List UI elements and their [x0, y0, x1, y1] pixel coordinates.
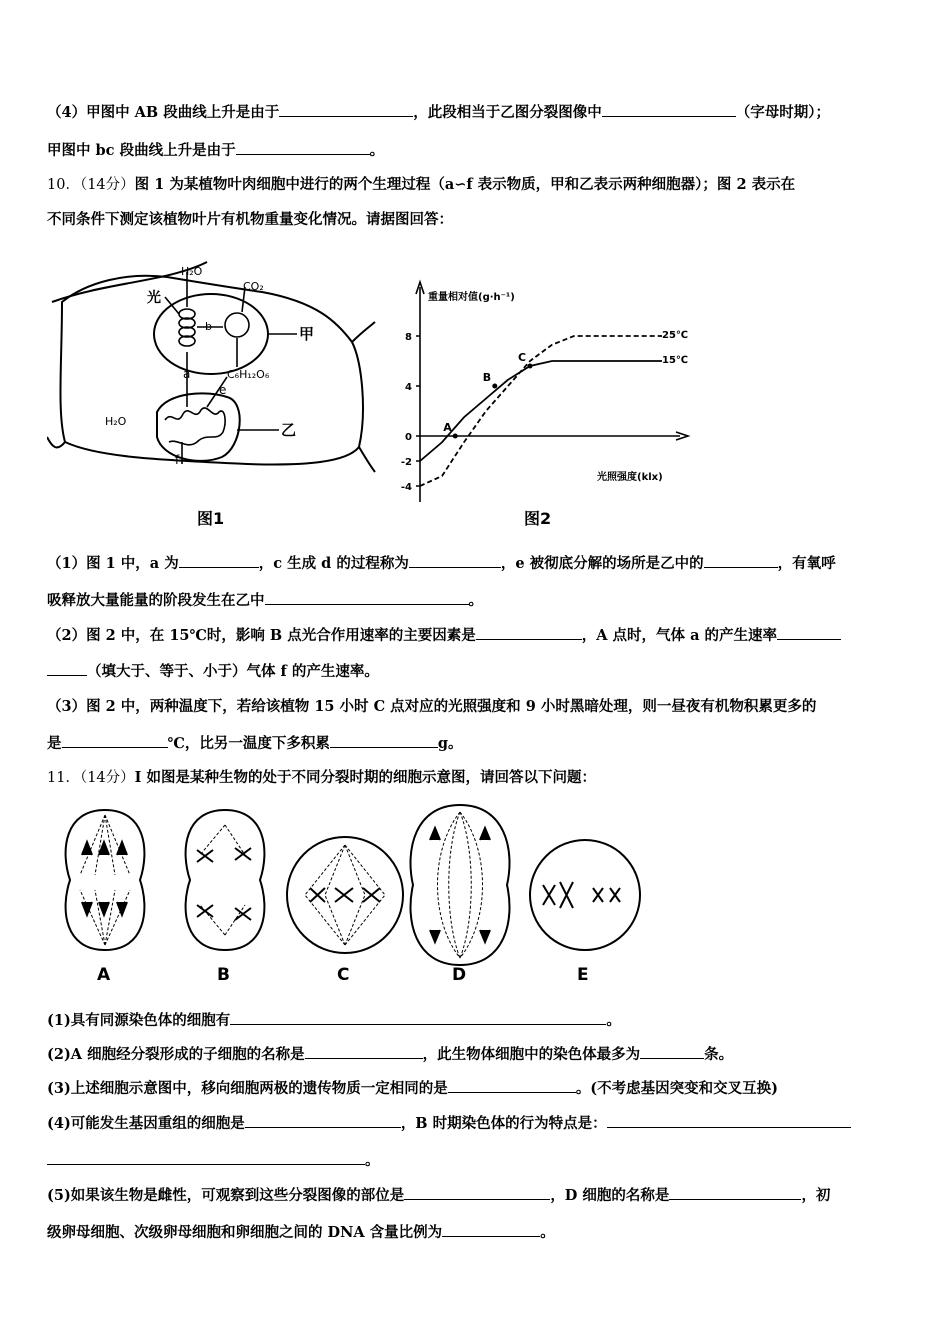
cell-b-outline	[186, 810, 265, 950]
q10-part3-line1	[47, 697, 816, 717]
q11-blank-9[interactable]	[442, 1222, 540, 1237]
q9-p4-text-e: 。	[369, 142, 385, 159]
q10-part2-line2	[47, 661, 379, 682]
q11-s5-text-a: (5)如果该生物是雌性，可观察到这些分裂图像的部位是	[47, 1187, 405, 1204]
q10-p1-text-a: （1）图 1 中，a 为	[47, 555, 179, 572]
cell-d-spindle	[438, 812, 483, 958]
q11-s3-text-a: (3)上述细胞示意图中，移向细胞两极的遗传物质一定相同的是	[47, 1080, 448, 1097]
q11-s5-text-d: 级卵母细胞、次级卵母细胞和卵细胞之间的 DNA 含量比例为	[47, 1224, 443, 1241]
cell-a-chromosomes-bottom	[82, 902, 127, 915]
q11-s4-text-c: 。	[365, 1152, 380, 1169]
q11-s5-text-c: ，初	[801, 1187, 831, 1204]
cell-label-a: A	[97, 965, 111, 985]
q11-blank-6a[interactable]	[607, 1113, 851, 1128]
fig2-xlabel: 光照强度(klx)	[597, 472, 663, 483]
q9-p4-text-d: 甲图中 bc 段曲线上升是由于	[47, 142, 236, 159]
fig2-point-a	[453, 434, 458, 439]
q10-part1-line1	[47, 553, 836, 574]
q9-p4-text-a: （4）甲图中 AB 段曲线上升是由于	[47, 104, 280, 121]
fig1-label-b: b	[205, 320, 212, 333]
cell-a-spindle	[80, 815, 130, 945]
q10-part2-line1	[47, 625, 841, 646]
cell-b-chromosomes-bottom	[197, 905, 251, 920]
q10-p3-text-a: （3）图 2 中，两种温度下，若给该植物 15 小时 C 点对应的光照强度和 9 小时黑暗处理，则一昼夜有机物积累更多的	[47, 698, 817, 715]
q10-p2-text-c: （填大于、等于、小于）气体 f 的产生速率。	[87, 663, 379, 680]
fig1-caption: 图1	[197, 509, 225, 528]
fig2-ytick-label: -4	[400, 482, 412, 493]
q11-s4-line2	[47, 1150, 380, 1171]
q10-figure-2	[390, 242, 710, 532]
fig1-calvin-cycle	[225, 313, 249, 337]
q11-s3-text-b: 。(不考虑基因突变和交叉互换)	[575, 1080, 779, 1097]
q11-s4-text-a: (4)可能发生基因重组的细胞是	[47, 1115, 245, 1132]
q10-figure-1	[47, 242, 377, 532]
q11-blank-4[interactable]	[448, 1078, 576, 1093]
q10-blank-rate-b[interactable]	[47, 661, 87, 676]
q11-blank-7[interactable]	[404, 1185, 550, 1200]
cell-b-chromosomes-top	[197, 848, 251, 862]
q11-s2-text-c: 条。	[704, 1046, 734, 1063]
q10-p3-text-b: 是	[47, 735, 62, 752]
fig2-caption: 图2	[524, 509, 552, 528]
q9-p4-text-b: ，此段相当于乙图分裂图像中	[413, 104, 602, 121]
q11-blank-8[interactable]	[669, 1185, 801, 1200]
fig1-label-e: e	[219, 383, 227, 397]
cell-label-c: C	[337, 965, 350, 985]
q10-blank-e[interactable]	[704, 553, 778, 568]
q10-p2-text-b: ，A 点时，气体 a 的产生速率	[581, 627, 778, 644]
q11-intro: I 如图是某种生物的处于不同分裂时期的细胞示意图，请回答以下问题：	[134, 769, 596, 786]
q10-intro-line2	[47, 210, 453, 230]
fig2-series-15c	[420, 361, 662, 461]
cell-a-chromosomes-top	[82, 842, 127, 855]
q10-p1-text-f: 。	[468, 592, 483, 609]
fig1-arrow-light	[165, 297, 179, 314]
fig1-cell-wall-right	[352, 322, 375, 342]
q10-p1-text-e: 吸释放大量能量的阶段发生在乙中	[47, 592, 265, 609]
fig1-label-light: 光	[147, 290, 161, 306]
q10-blank-a[interactable]	[179, 553, 259, 568]
q11-intro-line	[47, 768, 596, 788]
fig1-cell-wall-left	[47, 437, 65, 447]
fig2-point-label-a: A	[443, 421, 452, 434]
fig1-label-jia: 甲	[299, 325, 315, 343]
fig1-label-a: a	[183, 367, 191, 381]
q11-s3	[47, 1078, 778, 1099]
q10-blank-rate-a[interactable]	[777, 625, 841, 640]
q11-s1-text-a: (1)具有同源染色体的细胞有	[47, 1012, 231, 1029]
q11-blank-6b[interactable]	[47, 1150, 365, 1165]
q10-p1-text-c: ，e 被彻底分解的场所是乙中的	[500, 555, 704, 572]
q11-s2-text-b: ，此生物体细胞中的染色体最多为	[422, 1046, 641, 1063]
q10-part1-line2	[47, 590, 483, 611]
q11-s1	[47, 1010, 621, 1031]
fig2-ytick-label: 4	[405, 382, 412, 393]
q10-blank-cd[interactable]	[409, 553, 501, 568]
q11-s2-text-a: (2)A 细胞经分裂形成的子细胞的名称是	[47, 1046, 305, 1063]
q11-blank-1[interactable]	[230, 1010, 606, 1025]
q10-p3-text-d: g。	[437, 735, 463, 752]
q11-s5-line2	[47, 1222, 555, 1243]
fig1-label-f: f	[175, 453, 180, 467]
q11-s2	[47, 1044, 733, 1065]
fig1-cell-wall-bottom	[359, 447, 375, 472]
fig1-label-h2o-left: H₂O	[105, 415, 127, 428]
cell-label-e: E	[577, 965, 589, 985]
fig2-ytick-label: -2	[400, 457, 412, 468]
q9-part4-line2	[47, 140, 384, 161]
q11-s4-line1	[47, 1113, 851, 1134]
fig1-label-c6h12o6: C₆H₁₂O₆	[227, 368, 270, 381]
cell-d-chromosomes	[430, 828, 490, 942]
q9-blank-1[interactable]	[279, 102, 413, 117]
q10-intro-line1	[47, 175, 795, 195]
q11-s4-text-b: ，B 时期染色体的行为特点是：	[400, 1115, 607, 1132]
q11-s1-text-b: 。	[606, 1012, 621, 1029]
cell-e-outline	[530, 840, 640, 950]
fig2-ylabel: 重量相对值(g·h⁻¹)	[428, 292, 515, 303]
fig1-label-h2o-top: H₂O	[181, 265, 203, 278]
q10-intro-b: 不同条件下测定该植物叶片有机物重量变化情况。请据图回答：	[47, 211, 453, 228]
fig1-cell-membrane	[60, 276, 363, 465]
q10-intro-a: 图 1 为某植物叶肉细胞中进行的两个生理过程（a∽f 表示物质，甲和乙表示两种细胞器）；图 2 表示在	[134, 176, 796, 193]
cell-label-d: D	[452, 965, 467, 985]
fig2-point-label-c: C	[518, 351, 527, 364]
q10-blank-temp[interactable]	[62, 733, 168, 748]
fig2-series-25c	[420, 336, 662, 486]
cell-label-b: B	[217, 965, 230, 985]
q9-p4-text-c: （字母时期）；	[735, 104, 830, 121]
fig2-point-c	[528, 364, 533, 369]
fig2-ytick-label: 0	[405, 432, 412, 443]
q10-p1-text-b: ，c 生成 d 的过程称为	[258, 555, 409, 572]
fig2-legend-25: 25℃	[662, 330, 689, 341]
q11-blank-3[interactable]	[640, 1044, 704, 1059]
q10-number: 10．（14分）	[47, 177, 135, 193]
q10-p1-text-d: ，有氧呼	[777, 555, 836, 572]
fig2-point-b	[492, 384, 497, 389]
fig1-label-co2: CO₂	[243, 280, 264, 293]
cell-c-chromosomes	[310, 888, 380, 902]
q11-number: 11．（14分）	[47, 770, 135, 786]
q10-blank-stage[interactable]	[265, 590, 469, 605]
fig1-mitochondrion	[157, 393, 240, 461]
q11-blank-5[interactable]	[245, 1113, 401, 1128]
cell-e-chromosomes	[543, 882, 620, 908]
fig1-label-yi: 乙	[281, 421, 297, 439]
fig2-point-label-b: B	[482, 371, 492, 384]
q11-s5-line1	[47, 1185, 830, 1206]
cell-d-outline	[410, 805, 509, 965]
q10-blank-factor[interactable]	[476, 625, 582, 640]
fig1-cristae	[165, 408, 225, 445]
cell-a-outline	[66, 810, 145, 950]
q10-part3-line2	[47, 733, 463, 754]
fig2-ytick-label: 8	[405, 332, 412, 343]
fig1-chloroplast	[154, 294, 268, 374]
q11-cell-figures	[55, 800, 655, 990]
q11-blank-2[interactable]	[305, 1044, 423, 1059]
q11-s5-text-b: ，D 细胞的名称是	[550, 1187, 670, 1204]
q9-blank-3[interactable]	[236, 140, 370, 155]
q10-p3-text-c: ℃，比另一温度下多积累	[167, 735, 330, 752]
q9-blank-2[interactable]	[602, 102, 736, 117]
fig2-legend-15: 15℃	[662, 355, 689, 366]
q10-p2-text-a: （2）图 2 中，在 15℃时，影响 B 点光合作用速率的主要因素是	[47, 627, 476, 644]
q10-blank-amount[interactable]	[330, 733, 438, 748]
q9-part4-line1	[47, 102, 830, 123]
q11-s5-text-e: 。	[540, 1224, 555, 1241]
